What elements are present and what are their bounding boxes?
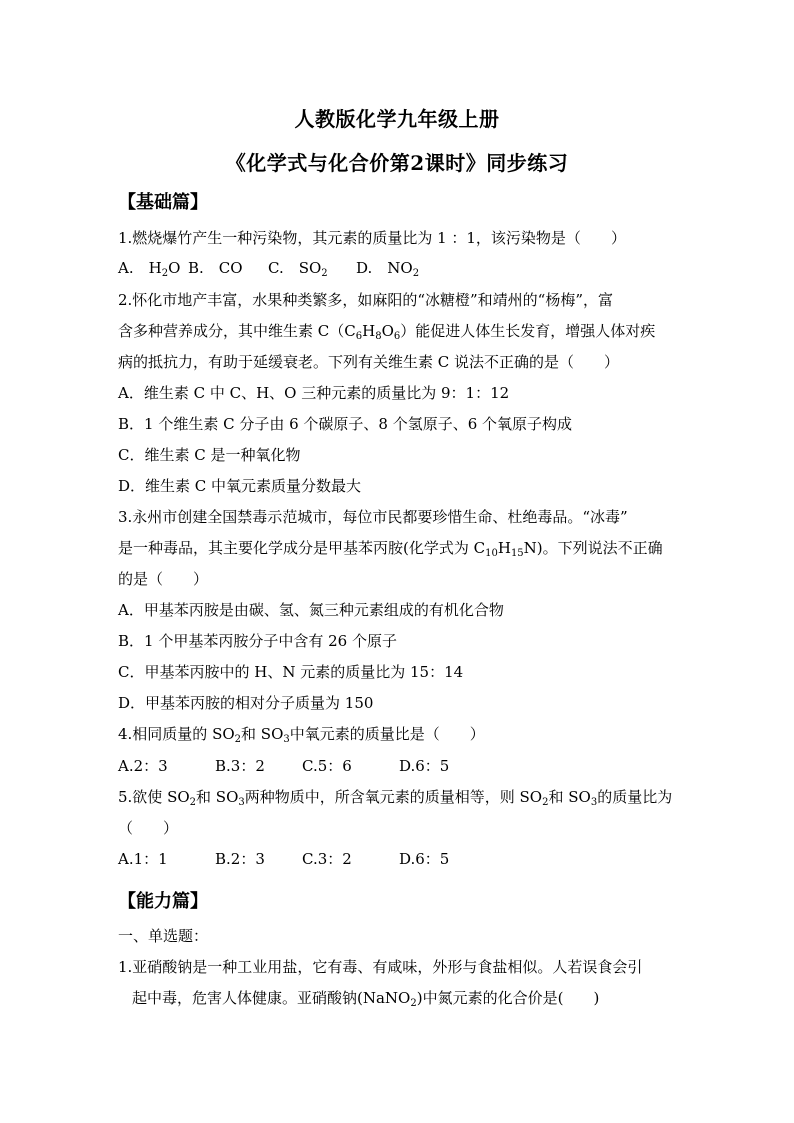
- question-5-line-1: 5.欲使 $SO_2$和 $SO_3$两种物质中，所含氧元素的质量相等，则 $SO_2$和 $SO_3$的质量比为: [118, 788, 673, 808]
- option-d: D.6：5: [399, 757, 450, 775]
- option-d: D.6：5: [399, 850, 450, 868]
- section-basic: 【基础篇】: [118, 192, 208, 213]
- question-3-line-2: 是一种毒品，其主要化学成分是甲基苯丙胺(化学式为 $C_{10}H_{15}N$)。下列说法不正确: [118, 539, 663, 559]
- question-3-option-b: B．1 个甲基苯丙胺分子中含有 26 个原子: [118, 632, 397, 650]
- document-subtitle: 《化学式与化合价第2课时》同步练习: [225, 151, 569, 175]
- question-3-line-3: 的是（ ）: [118, 570, 209, 588]
- option-b: B. CO: [188, 259, 243, 277]
- option-a: A. $H_2O$: [118, 259, 181, 279]
- document-title: 人教版化学九年级上册: [294, 107, 500, 131]
- question-2-option-b: B．1 个维生素 C 分子由 6 个碳原子、8 个氢原子、6 个氧原子构成: [118, 415, 573, 433]
- question-5-options: [118, 849, 678, 869]
- question-5-line-2: （ ）: [118, 819, 179, 837]
- option-c: C.5：6: [302, 757, 352, 775]
- question-2-line-3: 病的抵抗力，有助于延缓衰老。下列有关维生素 C 说法不正确的是（ ）: [118, 353, 620, 371]
- question-2-option-d: D．维生素 C 中氧元素质量分数最大: [118, 477, 362, 495]
- question-4: 4.相同质量的 $SO_2$和 $SO_3$中氧元素的质量比是（ ）: [118, 725, 485, 745]
- question-2-line-1: 2.怀化市地产丰富，水果种类繁多，如麻阳的“冰糖橙”和靖州的“杨梅”，富: [118, 291, 613, 309]
- single-choice-heading: 一、单选题：: [118, 927, 209, 945]
- option-a: A.2：3: [118, 757, 168, 775]
- question-1: 1.燃烧爆竹产生一种污染物，其元素的质量比为 1 ：1，该污染物是（ ）: [118, 229, 626, 247]
- question-2-option-c: C．维生素 C 是一种氧化物: [118, 446, 301, 464]
- question-4-options: [118, 756, 678, 776]
- question-3-line-1: 3.永州市创建全国禁毒示范城市，每位市民都要珍惜生命、杜绝毒品。“冰毒”: [118, 508, 628, 526]
- question-3-option-a: A．甲基苯丙胺是由碳、氢、氮三种元素组成的有机化合物: [118, 601, 504, 619]
- option-c: C.3：2: [302, 850, 352, 868]
- question-3-option-d: D．甲基苯丙胺的相对分子质量为 150: [118, 694, 374, 712]
- ability-question-1-line-2: 起中毒，危害人体健康。亚硝酸钠(NaNO$_2$)中氮元素的化合价是( ): [132, 989, 600, 1009]
- option-c: C. $SO_2$: [268, 259, 328, 279]
- question-2-option-a: A．维生素 C 中 C、H、O 三种元素的质量比为 9：1：12: [118, 384, 510, 402]
- question-2-line-2: 含多种营养成分，其中维生素 $C(C_6H_8O_6)$能促进人体生长发育，增强人体对疾: [118, 322, 656, 342]
- option-b: B.3：2: [215, 757, 265, 775]
- question-3-option-c: C．甲基苯丙胺中的 H、N 元素的质量比为 15：14: [118, 663, 464, 681]
- option-d: D. $NO_2$: [356, 259, 420, 279]
- option-a: A.1：1: [118, 850, 168, 868]
- option-b: B.2：3: [215, 850, 265, 868]
- question-1-options: [118, 258, 678, 278]
- section-ability: 【能力篇】: [118, 891, 208, 912]
- ability-question-1-line-1: 1.亚硝酸钠是一种工业用盐，它有毒、有咸味，外形与食盐相似。人若误食会引: [118, 958, 643, 976]
